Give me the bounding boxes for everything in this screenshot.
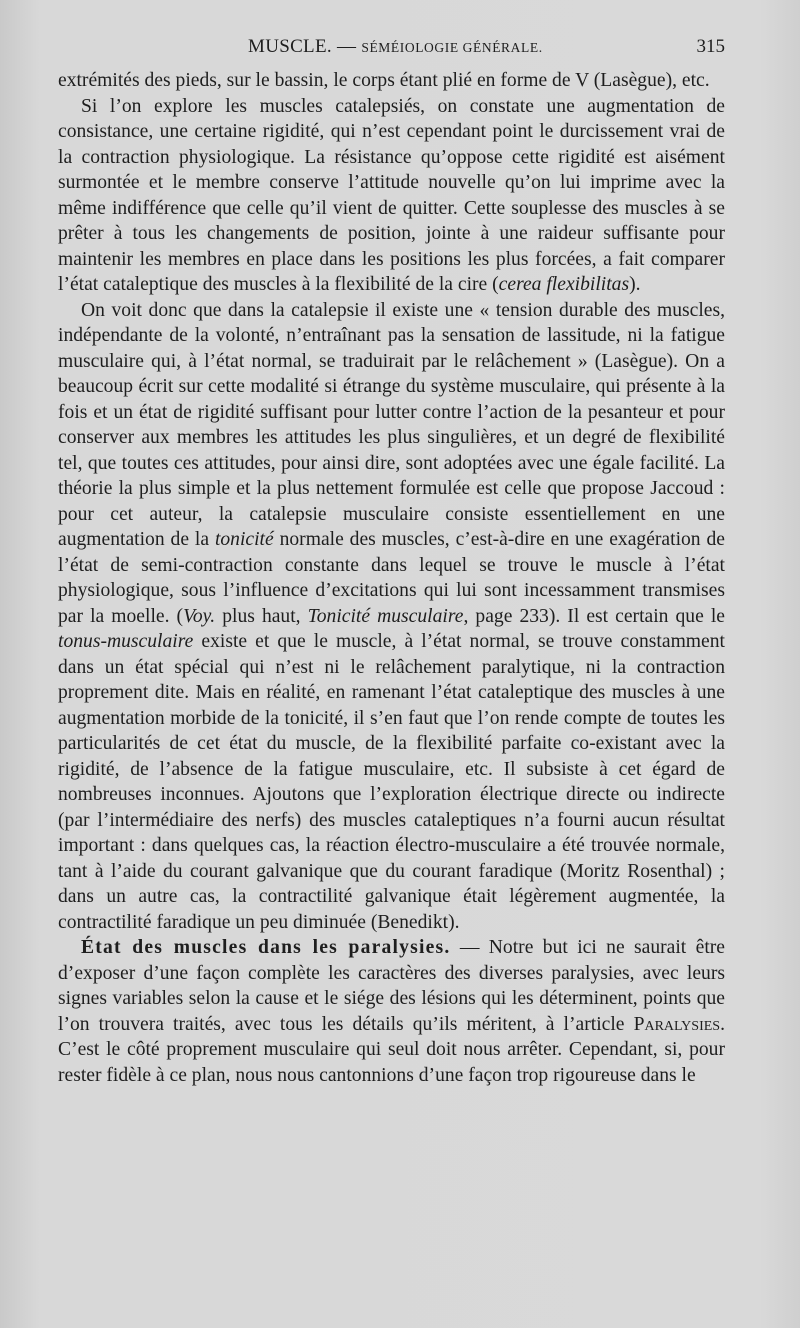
paragraph-text: normale des muscles, c’est-à-dire en une exagération de l’état de semi-contraction constante dans lequel se trouve le muscle à l’état physiologique, sous l’influence d’excitations qui lui sont incessamment transmises par la moelle. ( [58,529,725,627]
paragraph-text: Si l’on explore les muscles catalepsiés, on constate une augmentation de consistance, une certaine rigidité, qui n’est cependant point le durcissement vrai de la contraction physiologique. La résistance qu’oppose cette rigidité est aisément surmontée et le membre conserve l’attitude nouvelle qu’on lui imprime avec la même indifférence que celle qu’il vient de quitter. Cette souplesse des muscles à se prêter à tous les changements de position, jointe à une raideur suffisante pour maintenir les membres en place dans les positions les plus forcées, a fait comparer l’état cataleptique des muscles à la flexibilité de la cire ( [58,95,725,295]
italic-term: tonicité [214,529,274,550]
paragraph [58,935,725,1088]
paragraph-text: plus haut, [215,605,308,627]
paragraph-text: — Notre but ici ne saurait être d’exposer d’une façon complète les caractères des diverses paralysies, avec leurs signes variables selon la cause et le siége des lésions qui les déterminent, points que l’on trouvera traités, avec tous les détails qu’ils méritent, à l’article [58,937,725,1035]
page-number: 315 [696,36,725,57]
paragraph-text: extrémités des pieds, sur le bassin, le corps étant plié en forme de V (Lasègue), etc. [58,70,710,91]
paragraph-text: , page 233). Il est certain que le [463,605,725,627]
paragraph-text: ). [629,274,641,295]
italic-term: cerea flexibilitas [498,274,630,295]
section-heading: État des muscles dans les paralysies. [81,937,451,958]
article-reference: Paralysies [633,1013,721,1035]
paragraph-text: existe et que le muscle, à l’état normal, se trouve constamment dans un état spécial qui n’est ni le relâchement paralytique, ni la contraction proprement dite. Mais en réalité, en ramenant l’état cataleptique des muscles à une augmentation morbide de la tonicité, il s’en faut que l’on rende compte de toutes les particularités de cet état du muscle, de la flexibilité parfaite co-existant avec la rigidité, de l’absence de la fatigue musculaire, etc. Il subsiste à cet égard de nombreuses inconnues. Ajoutons que l’exploration électrique directe ou indirecte (par l’intermédiaire des nerfs) des muscles cataleptiques n’a fourni aucun résultat important : dans quelques cas, la réaction électro-musculaire a été trouvée normale, tant à l’aide du courant galvanique que du courant faradique (Moritz Rosenthal) ; dans un autre cas, la contractilité galvanique était légèrement augmentée, la contractilité faradique un peu diminuée (Benedikt). [58,631,725,933]
body-text [58,68,725,1088]
italic-term: Voy. [183,605,216,627]
italic-term: tonus-musculaire [58,631,194,652]
running-title [248,36,543,58]
running-title-sub: SÉMÉIOLOGIE GÉNÉRALE. [361,40,543,55]
paragraph-text: . C’est le côté proprement musculaire qui seul doit nous arrêter. Cependant, si, pour rester fidèle à ce plan, nous nous cantonnions d’une façon trop rigoureuse dans le [58,1013,725,1086]
running-header [58,36,725,66]
italic-term: Tonicité musculaire [307,605,464,627]
running-title-main: MUSCLE. — [248,36,357,57]
paragraph-text: On voit donc que dans la catalepsie il existe une « tension durable des muscles, indépendante de la volonté, n’entraînant pas la sensation de lassitude, ni la fatigue musculaire qui, à l’état normal, se traduirait par le relâchement » (Lasègue). On a beaucoup écrit sur cette modalité si étrange du système musculaire, qui présente à la fois et un état de rigidité suffisant pour lutter contre l’action de la pesanteur et pour conserver aux membres les attitudes les plus singulières, et un degré de flexibilité tel, que toutes ces attitudes, pour ainsi dire, sont adoptées avec une égale facilité. La théorie la plus simple et la plus nettement formulée est celle que propose Jaccoud : pour cet auteur, la catalepsie musculaire consiste essentiellement en une augmentation de la [58,299,725,550]
paragraph [58,68,725,94]
paragraph [58,298,725,936]
paragraph [58,94,725,298]
